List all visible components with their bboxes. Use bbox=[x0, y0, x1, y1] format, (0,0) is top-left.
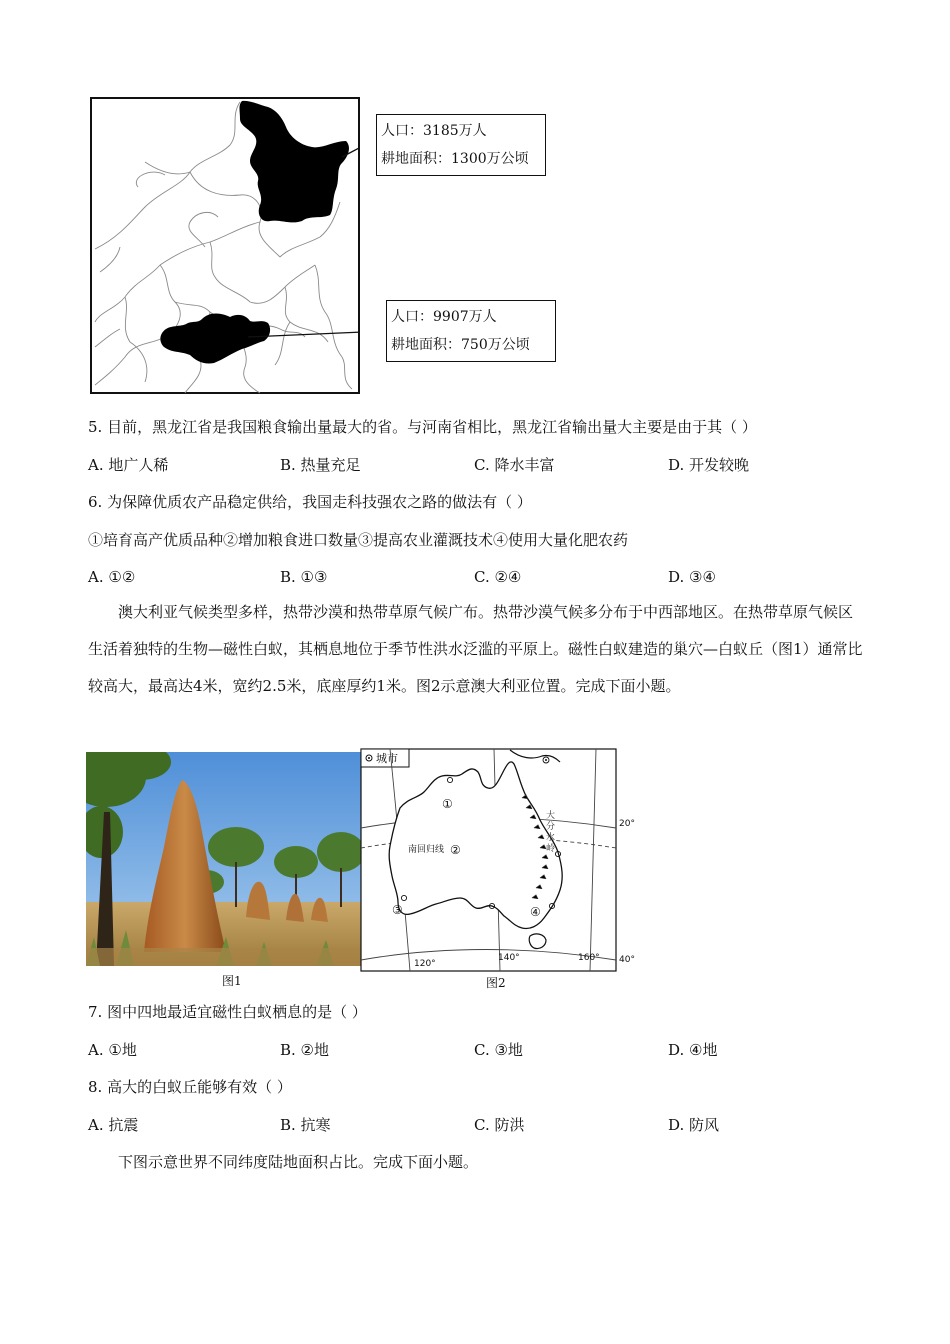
termite-mound-svg bbox=[86, 752, 361, 966]
lon-label-140: 140° bbox=[498, 953, 520, 963]
figure-1-caption: 图1 bbox=[222, 974, 242, 988]
q8-option-b[interactable]: B. 抗寒 bbox=[280, 1116, 331, 1134]
q5-option-d[interactable]: D. 开发较晚 bbox=[668, 456, 750, 474]
question-7: 7. 图中四地最适宜磁性白蚁栖息的是（ ） bbox=[88, 1003, 367, 1021]
q5-option-b[interactable]: B. 热量充足 bbox=[280, 456, 361, 474]
lon-label-160: 160° bbox=[578, 953, 600, 963]
lat-label-20: 20° bbox=[619, 819, 635, 829]
australia-passage: 澳大利亚气候类型多样，热带沙漠和热带草原气候广布。热带沙漠气候多分布于中西部地区。在热带草原气候区生活着独特的生物—磁性白蚁，其栖息地位于季节性洪水泛滥的平原上。磁性白蚁建造的巢穴—白蚁丘（图1）通常比较高大，最高达4米，宽约2.5米，底座厚约1米。图2示意澳大利亚位置。完成下面小题。 bbox=[88, 603, 863, 695]
lon-label-120: 120° bbox=[414, 959, 436, 969]
point-2: ② bbox=[450, 843, 461, 857]
china-map-figure bbox=[90, 97, 360, 394]
q8-option-c[interactable]: C. 防洪 bbox=[474, 1116, 525, 1134]
heilongjiang-info-box bbox=[376, 114, 546, 176]
henan-info-box bbox=[386, 300, 556, 362]
henan-population: 人口：9907万人 bbox=[391, 309, 497, 325]
tasmania-outline bbox=[529, 934, 546, 949]
point-4: ④ bbox=[530, 905, 541, 919]
china-map-svg bbox=[90, 97, 360, 394]
q7-option-d[interactable]: D. ④地 bbox=[668, 1041, 718, 1059]
q8-option-d[interactable]: D. 防风 bbox=[668, 1116, 720, 1134]
question-5: 5. 目前，黑龙江省是我国粮食输出量最大的省。与河南省相比，黑龙江省输出量大主要是由于其（ ） bbox=[88, 418, 757, 436]
heilongjiang-population: 人口：3185万人 bbox=[381, 123, 487, 139]
q6-option-a[interactable]: A. ①② bbox=[88, 568, 136, 586]
question-6: 6. 为保障优质农产品稳定供给，我国走科技强农之路的做法有（ ） bbox=[88, 493, 532, 511]
q6-statements: ①培育高产优质品种②增加粮食进口数量③提高农业灌溉技术④使用大量化肥农药 bbox=[88, 531, 629, 549]
point-3: ③ bbox=[392, 903, 403, 917]
lat-label-40: 40° bbox=[619, 955, 635, 965]
figure-2-caption: 图2 bbox=[486, 976, 506, 990]
q7-option-c[interactable]: C. ③地 bbox=[474, 1041, 523, 1059]
australia-map-svg bbox=[360, 748, 638, 973]
heilongjiang-farmland: 耕地面积：1300万公顷 bbox=[381, 151, 529, 167]
point-1: ① bbox=[442, 797, 453, 811]
q5-option-c[interactable]: C. 降水丰富 bbox=[474, 456, 555, 474]
q7-option-b[interactable]: B. ②地 bbox=[280, 1041, 330, 1059]
next-section-intro: 下图示意世界不同纬度陆地面积占比。完成下面小题。 bbox=[118, 1153, 479, 1171]
q6-option-d[interactable]: D. ③④ bbox=[668, 568, 716, 586]
mountain-label: 大分水岭 bbox=[546, 811, 556, 854]
legend-label: 城市 bbox=[376, 752, 398, 765]
australia-map-figure bbox=[360, 748, 638, 973]
q5-option-a[interactable]: A. 地广人稀 bbox=[88, 456, 169, 474]
termite-mound-photo bbox=[86, 752, 361, 966]
q8-option-a[interactable]: A. 抗震 bbox=[88, 1116, 139, 1134]
tropic-label: 南回归线 bbox=[408, 845, 445, 855]
q6-option-b[interactable]: B. ①③ bbox=[280, 568, 328, 586]
q7-option-a[interactable]: A. ①地 bbox=[88, 1041, 137, 1059]
q6-option-c[interactable]: C. ②④ bbox=[474, 568, 522, 586]
henan-farmland: 耕地面积：750万公顷 bbox=[391, 337, 530, 353]
question-8: 8. 高大的白蚁丘能够有效（ ） bbox=[88, 1078, 292, 1096]
